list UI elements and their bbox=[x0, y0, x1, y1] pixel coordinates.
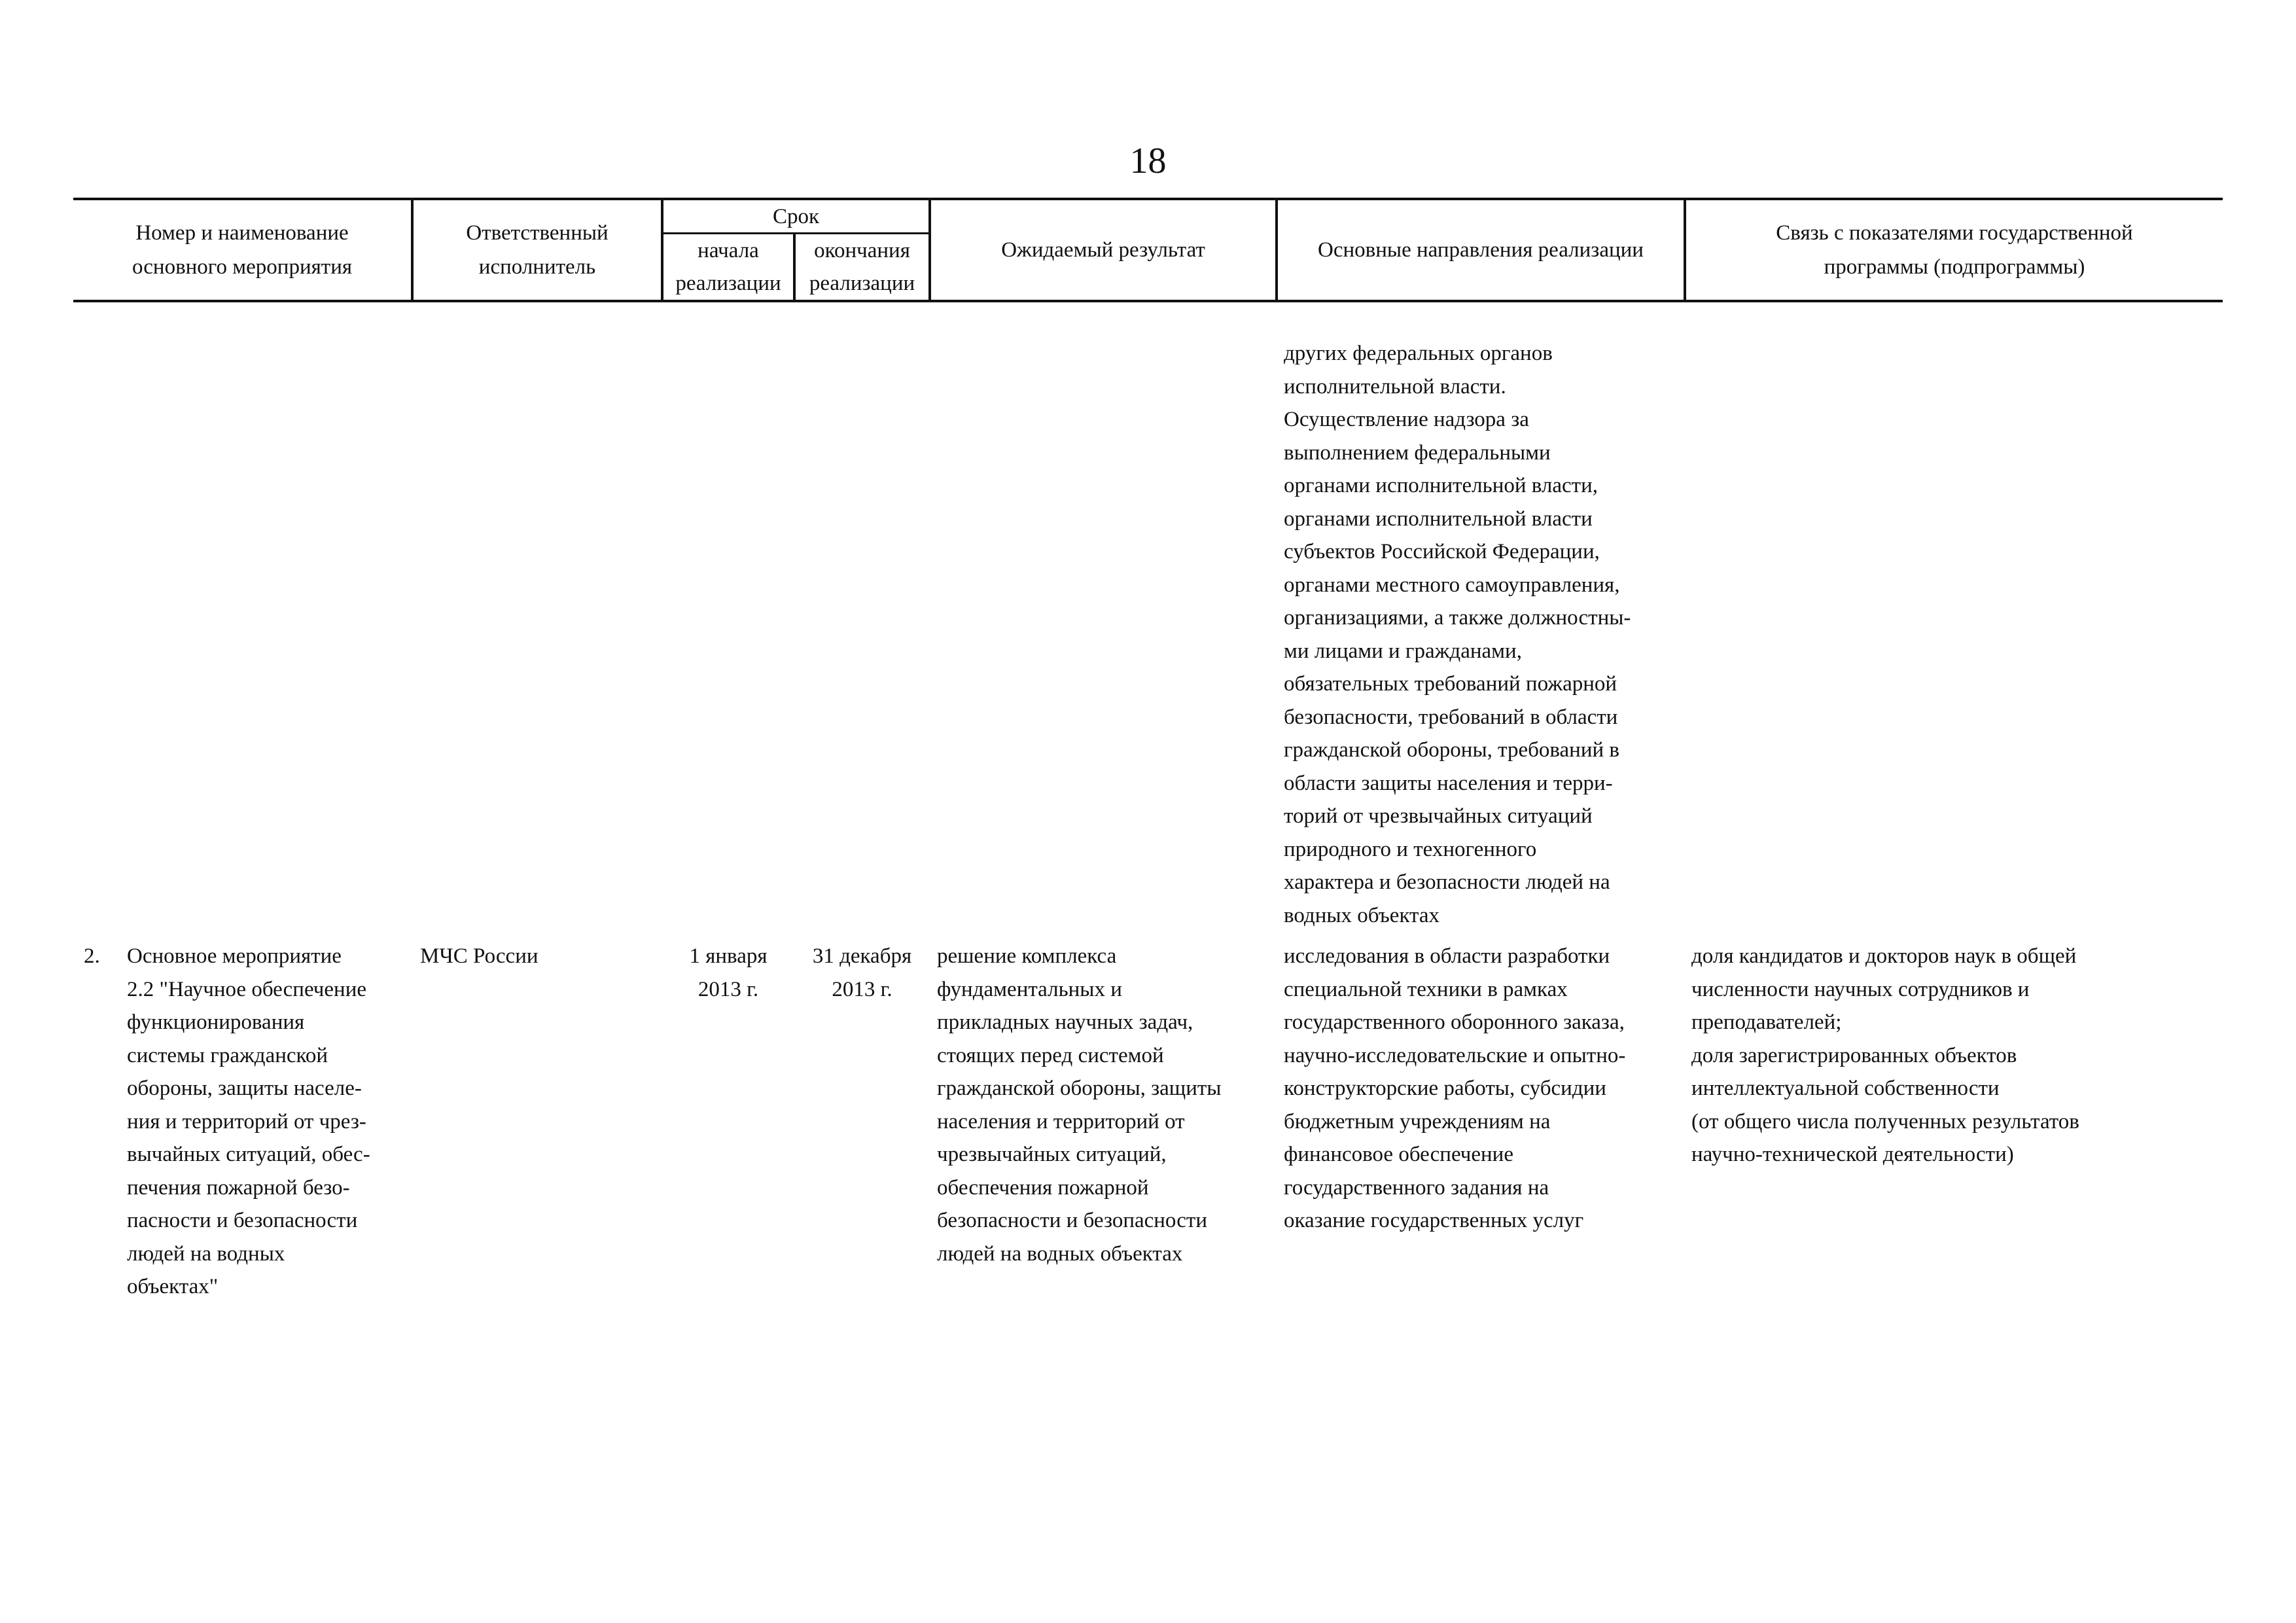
header-end bbox=[796, 234, 928, 300]
header-term-text: Срок bbox=[772, 204, 820, 228]
row-start: 1 января 2013 г. bbox=[689, 944, 768, 1001]
row-executor: МЧС России bbox=[420, 944, 539, 968]
header-end-text: окончания реализации bbox=[809, 239, 915, 295]
header-result-text: Ожидаемый результат bbox=[1001, 238, 1205, 262]
row-result: решение комплекса фундаментальных и прикладных научных задач, стоящих перед системой гражданской обороны, защиты населения и территорий от чрезвычайных ситуаций, обеспечения пожарной безопасности и безопасности людей на водных объектах bbox=[937, 944, 1222, 1266]
header-event-name-text: Номер и наименование основного мероприятия bbox=[132, 221, 353, 279]
header-start bbox=[663, 234, 793, 300]
header-indicators bbox=[1686, 200, 2223, 300]
header-result bbox=[931, 200, 1275, 300]
header-directions-text: Основные направления реализации bbox=[1318, 238, 1644, 262]
header-bottom-border bbox=[73, 300, 2223, 302]
page-number: 18 bbox=[1129, 141, 1167, 181]
continuation-directions: других федеральных органов исполнительной власти. Осуществление надзора за выполнением федеральными органами исполнительной власти, органами исполнительной власти субъектов Российской Федерации, органами местного самоуправления, организациями, а также должностны- ми лицами и гражданами, обязательных требований пожарной безопасности, требований в области гражданской обороны, требований в области защиты населения и терри- торий от чрезвычайных ситуаций природного и техногенного характера и безопасности людей на водных объектах bbox=[1284, 342, 1631, 927]
row-number: 2. bbox=[84, 944, 100, 968]
row-directions: исследования в области разработки специальной техники в рамках государственного оборонного заказа, научно-исследовательские и опытно- конструкторские работы, субсидии бюджетным учреждениям на финансовое обеспечение государственного задания на оказание государственных услуг bbox=[1284, 944, 1626, 1232]
row-event-name: Основное мероприятие 2.2 "Научное обеспечение функционирования системы гражданской обороны, защиты населе- ния и территорий от чрез- вычайных ситуаций, обес- печения пожарной безо- пасности и безопасности людей на водных объектах" bbox=[127, 944, 370, 1298]
header-directions bbox=[1278, 200, 1684, 300]
header-term bbox=[663, 200, 928, 232]
header-executor-text: Ответственный исполнитель bbox=[466, 221, 609, 279]
row-end: 31 декабря 2013 г. bbox=[812, 944, 912, 1001]
header-event-name bbox=[73, 200, 411, 300]
header-executor bbox=[414, 200, 661, 300]
row-indicators: доля кандидатов и докторов наук в общей численности научных сотрудников и преподавателей; доля зарегистрированных объектов интеллектуальной собственности (от общего числа полученных результатов научно-технической деятельности) bbox=[1691, 944, 2079, 1166]
header-indicators-text: Связь с показателями государственной программы (подпрограммы) bbox=[1776, 221, 2133, 279]
header-start-text: начала реализации bbox=[675, 239, 781, 295]
